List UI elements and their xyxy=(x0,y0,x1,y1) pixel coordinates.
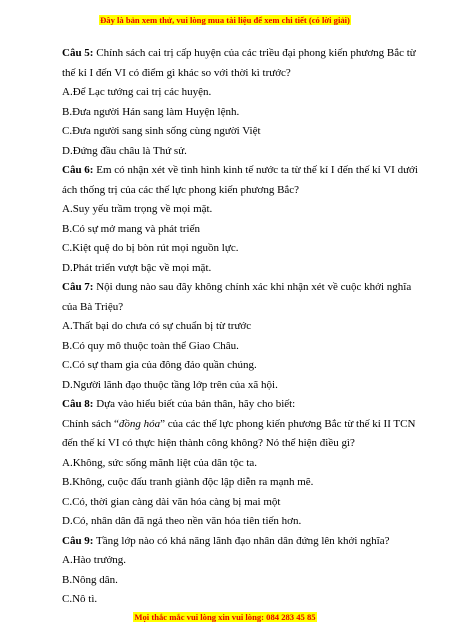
question-text-cont: đến thế kỉ VI có thực hiện thành công không? Nó thể hiện điều gì? xyxy=(62,437,355,449)
option-a: A.Để Lạc tướng cai trị các huyện. xyxy=(62,86,212,98)
contact-banner xyxy=(0,612,450,622)
question-5 xyxy=(62,44,416,64)
question-text-part: Chính sách “ xyxy=(62,417,119,430)
question-text: Dựa vào hiểu biết của bản thân, hãy cho biết: xyxy=(93,398,296,410)
question-label: Câu 8: xyxy=(62,398,94,410)
option-c: C.Đưa người sang sinh sống cùng người Việt xyxy=(62,125,261,137)
question-text-part: ” của các thế lực phong kiến phương Bắc từ thế kỉ II TCN xyxy=(160,417,416,430)
question-text-cont: của Bà Triệu? xyxy=(62,300,124,313)
question-text: Em có nhận xét về tình hình kinh tế nước ta từ thế kỉ I đến thế kỉ VI dưới xyxy=(93,164,418,176)
option-c: C.Có sự tham gia của đông đảo quần chúng. xyxy=(62,359,257,371)
option-b: B.Không, cuộc đấu tranh giành độc lập diễn ra mạnh mẽ. xyxy=(62,476,314,488)
document-body xyxy=(62,44,418,610)
option-d: D.Đứng đầu châu là Thứ sử. xyxy=(62,144,187,157)
question-label: Câu 5: xyxy=(62,47,94,59)
option-b: B.Nông dân. xyxy=(62,573,118,586)
option-b: B.Đưa người Hán sang làm Huyện lệnh. xyxy=(62,105,240,118)
question-9 xyxy=(62,532,392,552)
question-text-cont: ách thống trị của các thế lực phong kiến phương Bắc? xyxy=(62,183,300,196)
option-d: D.Phát triển vượt bậc về mọi mặt. xyxy=(62,261,212,274)
question-text: Tầng lớp nào có khả năng lãnh đạo nhân dân đứng lên khởi nghĩa? xyxy=(93,534,390,547)
question-label: Câu 9: xyxy=(62,534,94,547)
contact-text: Mọi thắc mắc vui lòng xin vui lòng: 084 283 45 85 xyxy=(134,612,316,622)
question-text-emphasis: đồng hóa xyxy=(118,417,161,430)
option-b: B.Có quy mô thuộc toàn thể Giao Châu. xyxy=(62,339,239,352)
question-label: Câu 6: xyxy=(62,164,94,176)
question-7 xyxy=(62,278,412,298)
option-a: A.Hào trưởng. xyxy=(62,554,127,566)
question-text: Nội dung nào sau đây không chính xác khi nhận xét về cuộc khởi nghĩa xyxy=(93,281,412,293)
option-d: D.Có, nhân dân đã ngả theo nền văn hóa tiên tiến hơn. xyxy=(62,515,302,527)
preview-notice-banner xyxy=(0,15,450,25)
preview-notice-text: Đây là bản xem thử, vui lòng mua tài liệu để xem chi tiết (có lời giải) xyxy=(100,15,350,25)
option-c: C.Kiệt quệ do bị bòn rút mọi nguồn lực. xyxy=(62,242,239,254)
question-8 xyxy=(62,395,392,415)
option-c: C.Nô tì. xyxy=(62,593,98,605)
question-text: Chính sách cai trị cấp huyện của các triều đại phong kiến phương Bắc từ xyxy=(93,47,416,59)
question-label: Câu 7: xyxy=(62,281,94,293)
question-text-cont: thế kỉ I đến VI có điểm gì khác so với thời kì trước? xyxy=(62,66,291,79)
option-d: D.Người lãnh đạo thuộc tầng lớp trên của xã hội. xyxy=(62,378,278,391)
option-a: A.Thất bại do chưa có sự chuẩn bị từ trước xyxy=(62,320,252,332)
question-text-cont xyxy=(62,415,416,435)
option-b: B.Có sự mở mang và phát triển xyxy=(62,222,200,235)
option-c: C.Có, thời gian càng dài văn hóa càng bị mai một xyxy=(62,495,281,508)
option-a: A.Không, sức sống mãnh liệt của dân tộc ta. xyxy=(62,456,258,469)
option-a: A.Suy yếu trầm trọng về mọi mặt. xyxy=(62,203,213,215)
question-6 xyxy=(62,161,418,181)
